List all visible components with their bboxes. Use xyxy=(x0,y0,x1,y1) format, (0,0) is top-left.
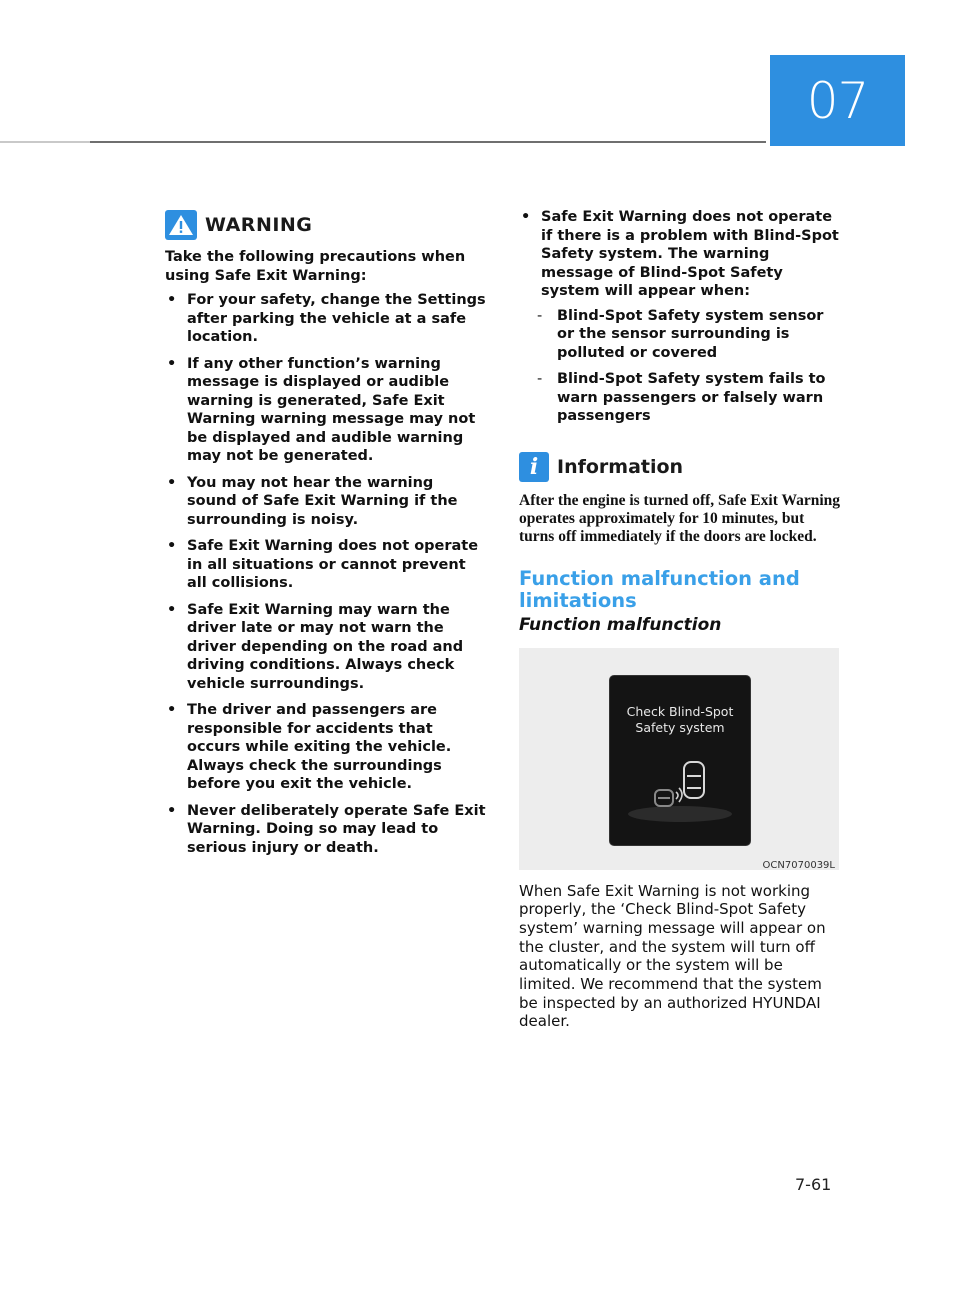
list-item: • Safe Exit Warning may warn the driver late or may not warn the driver depending on the road and driving conditions. Always check vehicle surroundings. xyxy=(167,601,464,692)
warning-title: WARNING xyxy=(205,214,313,236)
information-header xyxy=(519,452,841,482)
warning-list xyxy=(165,291,487,857)
section-subtitle: Function malfunction xyxy=(519,614,722,635)
warning-intro: Take the following precautions when using Safe Exit Warning: xyxy=(165,249,466,284)
sub-list-item: - Blind-Spot Safety system fails to warn passengers or falsely warn passengers xyxy=(537,371,826,424)
list-item: • For your safety, change the Settings after parking the vehicle at a safe location. xyxy=(167,292,486,345)
warning-list-continued xyxy=(519,208,841,426)
list-item: • The driver and passengers are responsible for accidents that occurs while exiting the vehicle. Always check the surroundings before you exit the vehicle. xyxy=(167,702,452,792)
cluster-figure xyxy=(519,648,839,870)
information-title: Information xyxy=(557,455,684,478)
list-item: • Safe Exit Warning does not operate if there is a problem with Blind-Spot Safety system. The warning message of Blind-Spot Safety system will appear when: - Blind-Spot Safety system sensor or the sensor surrounding is polluted or covered - Blind-Spot Safety system fails to warn passengers or falsely warn passengers xyxy=(519,208,841,426)
cluster-message: Check Blind-Spot Safety system xyxy=(626,703,734,735)
information-body: After the engine is turned off, Safe Exit Warning operates approximately for 10 minutes, but turns off immediately if the doors are locked. xyxy=(519,491,841,545)
cluster-screen xyxy=(609,675,751,846)
warning-header xyxy=(165,210,487,240)
blind-spot-car-icon xyxy=(610,676,750,845)
info-icon: i xyxy=(519,452,549,482)
warning-icon xyxy=(165,210,197,240)
list-item: • Safe Exit Warning does not operate in all situations or cannot prevent all collisions. xyxy=(167,538,479,591)
list-item: • If any other function’s warning message is displayed or audible warning is generated, Safe Exit Warning warning message may not be displayed and audible warning may not be generated. xyxy=(167,355,476,464)
figure-code: OCN7070039L xyxy=(762,859,835,871)
sub-list-item: - Blind-Spot Safety system sensor or the sensor surrounding is polluted or covered xyxy=(537,307,824,361)
left-column xyxy=(165,210,487,865)
page-number: 7-61 xyxy=(795,1175,832,1194)
sub-list xyxy=(519,307,841,426)
list-item: • Never deliberately operate Safe Exit Warning. Doing so may lead to serious injury or death. xyxy=(167,802,486,856)
list-item: • You may not hear the warning sound of Safe Exit Warning if the surrounding is noisy. xyxy=(167,474,458,528)
chapter-tab: 07 xyxy=(770,55,905,146)
right-column xyxy=(519,208,841,1031)
malfunction-description: When Safe Exit Warning is not working properly, the ‘Check Blind-Spot Safety system’ warning message will appear on the cluster, and the system will turn off automatically or the system will be limited. We recommend that the system be inspected by an authorized HYUNDAI dealer. xyxy=(519,881,826,1031)
header-rule-dark xyxy=(90,141,766,143)
section-title: Function malfunction and limitations xyxy=(519,566,800,612)
